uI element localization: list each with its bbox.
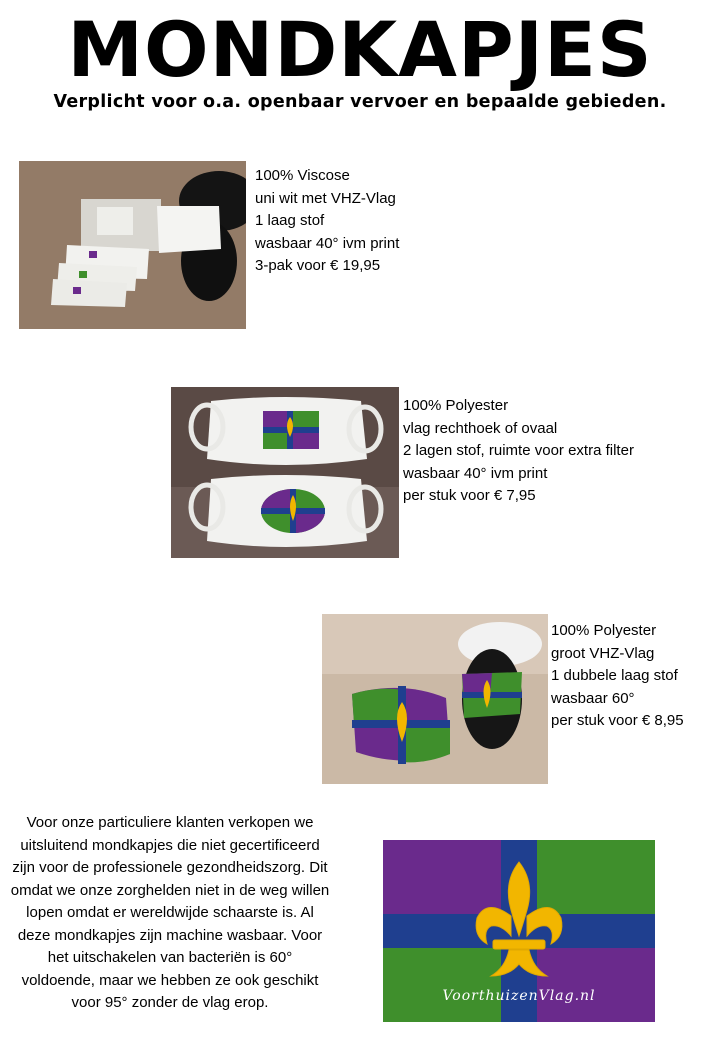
product-material: 100% Viscose xyxy=(255,167,350,184)
product-material: 100% Polyester xyxy=(551,622,657,639)
product-price: per stuk voor € 8,95 xyxy=(551,712,684,729)
product-design: uni wit met VHZ-Vlag xyxy=(255,189,396,207)
product-description-polyester-flag xyxy=(403,395,634,508)
voorthuizen-flag-image xyxy=(383,840,655,1022)
page-subtitle: Verplicht voor o.a. openbaar vervoer en bepaalde gebieden. xyxy=(53,92,667,112)
product-design: vlag rechthoek of ovaal xyxy=(403,419,558,437)
product-material: 100% Polyester xyxy=(403,397,509,414)
product-photo-polyester-flag-masks xyxy=(171,387,399,558)
product-description-viscose xyxy=(255,165,399,278)
product-layers: 1 dubbele laag stof xyxy=(551,667,678,684)
product-photo-polyester-large-flag-masks xyxy=(322,614,548,784)
product-design: groot VHZ-Vlag xyxy=(551,644,655,662)
product-layers: 1 laag stof xyxy=(255,212,325,229)
flag-brand-text: VoorthuizenVlag.nl xyxy=(442,988,596,1004)
product-photo-viscose-masks xyxy=(19,161,246,329)
product-layers: 2 lagen stof, ruimte voor extra filter xyxy=(403,442,634,459)
info-paragraph: Voor onze particuliere klanten verkopen we uitsluitend mondkapjes die niet gecertificeerd zijn voor de professionele gezondheidszorg. Dit omdat we onze zorghelden niet in de weg willen lopen omdat er wereldwijde schaarste is. Al deze mondkapjes zijn machine wasbaar. Voor het uitschakelen van bacteriën is 60° voldoende, maar we hebben ze ook geschikt voor 95° zonder de vlag erop. xyxy=(10,814,330,1011)
product-description-polyester-large-flag xyxy=(551,620,684,733)
page-title: MONDKAPJES xyxy=(67,5,653,94)
product-price: 3-pak voor € 19,95 xyxy=(255,257,381,274)
product-washing: wasbaar 40° ivm print xyxy=(403,464,548,482)
product-washing: wasbaar 40° ivm print xyxy=(255,234,400,252)
product-washing: wasbaar 60° xyxy=(551,689,635,707)
product-price: per stuk voor € 7,95 xyxy=(403,487,536,504)
